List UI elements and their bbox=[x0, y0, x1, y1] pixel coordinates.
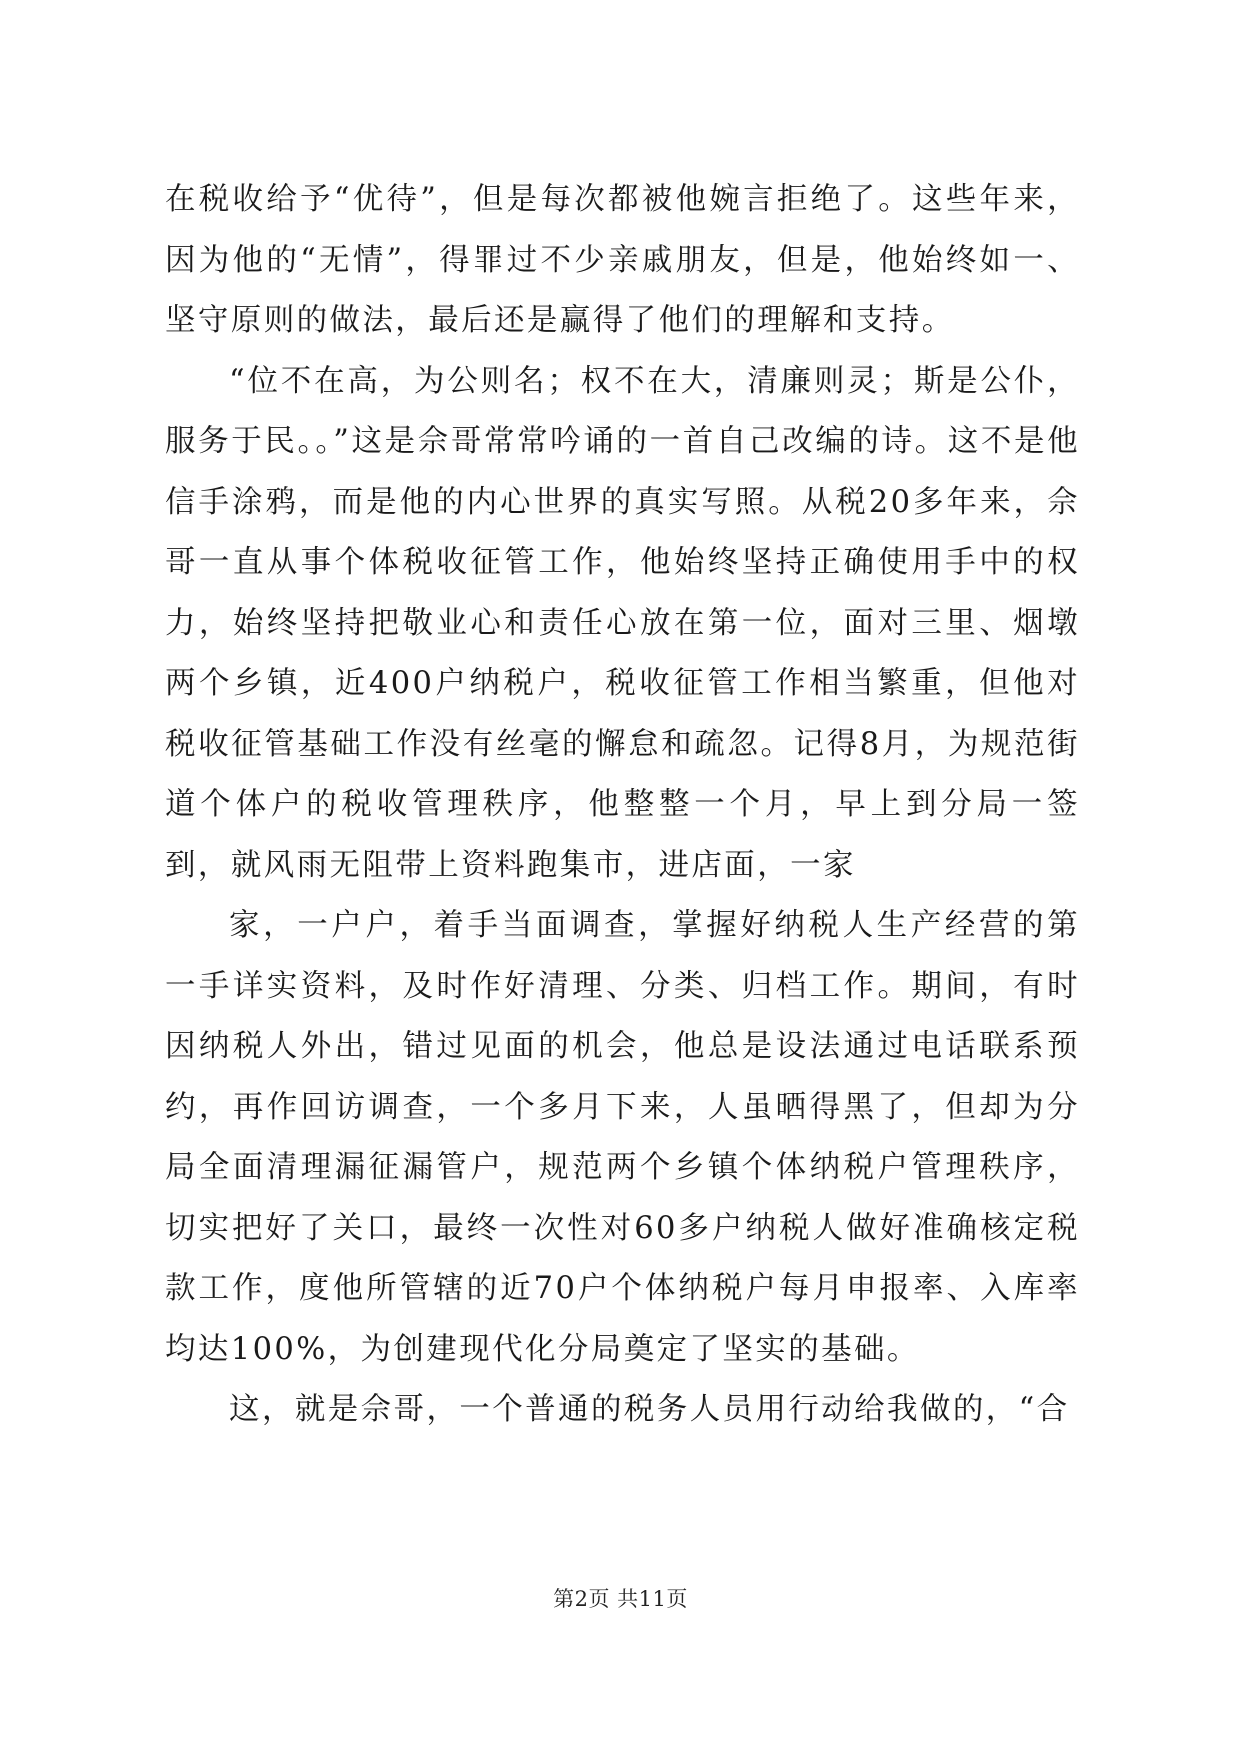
paragraph-4: 这，就是佘哥，一个普通的税务人员用行动给我做的，“合 bbox=[229, 1392, 1070, 1427]
paragraph-1: 在税收给予“优待”，但是每次都被他婉言拒绝了。这些年来，因为他的“无情”，得罪过不少亲戚朋友，但是，他始终如一、坚守原则的做法，最后还是赢得了他们的理解和支持。 bbox=[165, 182, 1080, 338]
document-body bbox=[165, 170, 1080, 1441]
page-number-footer: 第2页 共11页 bbox=[553, 1587, 688, 1611]
paragraph-2: “位不在高，为公则名；权不在大，清廉则灵；斯是公仆，服务于民。。”这是佘哥常常吟诵的一首自己改编的诗。这不是他信手涂鸦，而是他的内心世界的真实写照。从税20多年来，佘哥一直从事个体税收征管工作，他始终坚持正确使用手中的权力，始终坚持把敬业心和责任心放在第一位，面对三里、烟墩两个乡镇，近400户纳税户，税收征管工作相当繁重，但他对税收征管基础工作没有丝毫的懈怠和疏忽。记得8月，为规范街道个体户的税收管理秩序，他整整一个月，早上到分局一签到，就风雨无阻带上资料跑集市，进店面，一家 bbox=[165, 363, 1080, 883]
paragraph-3: 家，一户户，着手当面调查，掌握好纳税人生产经营的第一手详实资料，及时作好清理、分类、归档工作。期间，有时因纳税人外出，错过见面的机会，他总是设法通过电话联系预约，再作回访调查，一个多月下来，人虽晒得黑了，但却为分局全面清理漏征漏管户，规范两个乡镇个体纳税户管理秩序，切实把好了关口，最终一次性对60多户纳税人做好准确核定税款工作，度他所管辖的近70户个体纳税户每月申报率、入库率均达100%，为创建现代化分局奠定了坚实的基础。 bbox=[165, 908, 1080, 1367]
